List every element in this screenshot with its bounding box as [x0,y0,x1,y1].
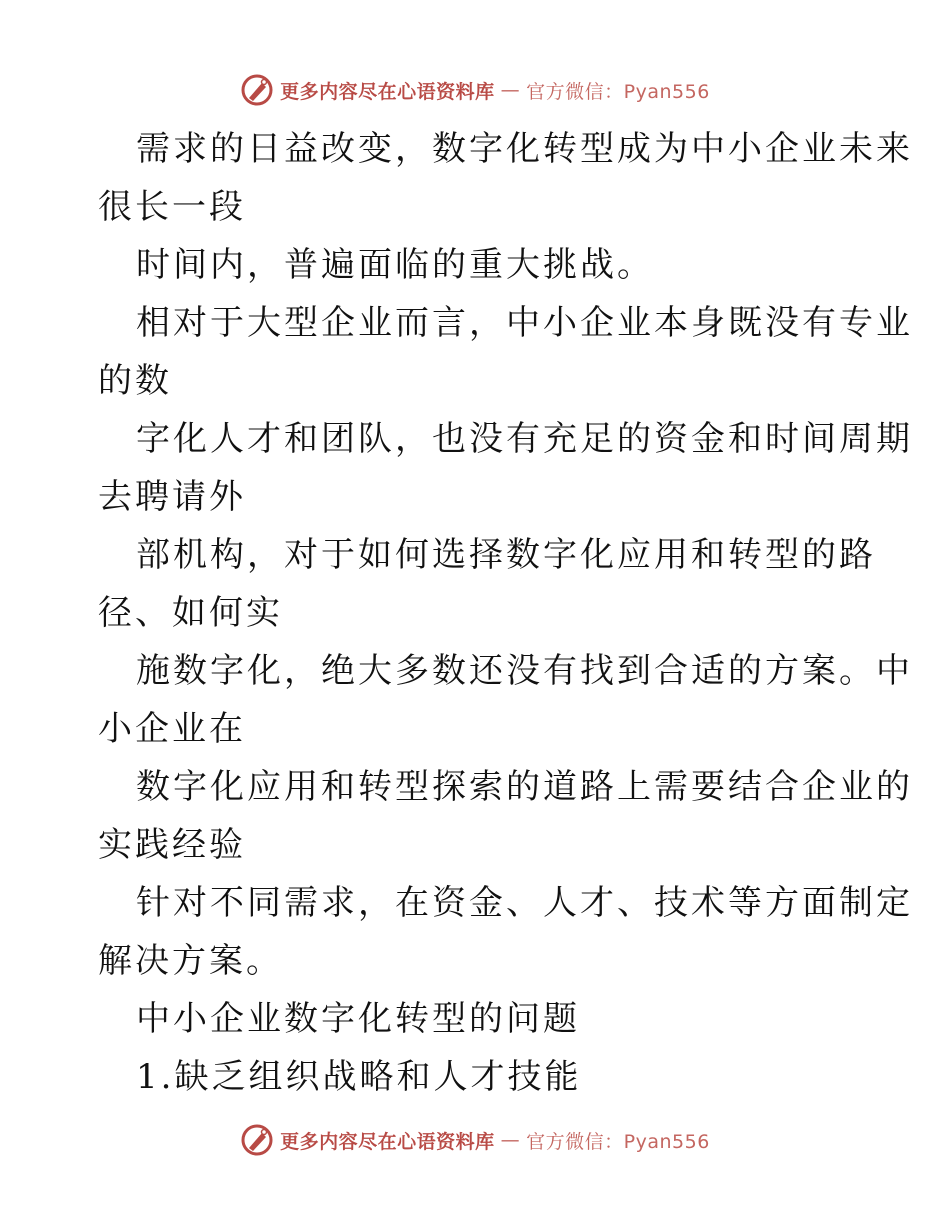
text-line: 的数 [98,361,172,401]
watermark-title: 更多内容尽在心语资料库 [280,1130,495,1153]
text-line: 小企业在 [98,709,246,749]
watermark-wechat: 官方微信：Pyan556 [526,80,710,103]
list-item: 1.缺乏组织战略和人才技能 [136,1057,582,1097]
text-line: 需求的日益改变，数字化转型成为中小企业未来 [136,129,913,169]
text-line: 很长一段 [98,187,246,227]
text-line: 解决方案。 [98,941,283,981]
text-line: 部机构，对于如何选择数字化应用和转型的路 [136,535,876,575]
body-text [98,120,913,1106]
pen-logo-icon [240,1123,274,1157]
header-watermark [0,70,950,110]
text-line: 去聘请外 [98,477,246,517]
section-heading: 中小企业数字化转型的问题 [136,999,580,1039]
text-line: 数字化应用和转型探索的道路上需要结合企业的 [136,767,913,807]
pen-logo-icon [240,73,274,107]
text-line: 施数字化，绝大多数还没有找到合适的方案。中 [136,651,913,691]
text-line: 字化人才和团队，也没有充足的资金和时间周期 [136,419,913,459]
text-line: 径、如何实 [98,593,283,633]
document-body [98,120,913,1106]
footer-watermark [0,1120,950,1160]
text-line: 时间内，普遍面临的重大挑战。 [136,245,654,285]
watermark-title: 更多内容尽在心语资料库 [280,80,495,103]
watermark-dash: — [500,1129,521,1151]
text-line: 相对于大型企业而言，中小企业本身既没有专业 [136,303,913,343]
text-line: 实践经验 [98,825,246,865]
watermark-dash: — [500,79,521,101]
text-line: 针对不同需求，在资金、人才、技术等方面制定 [136,883,913,923]
watermark-wechat: 官方微信：Pyan556 [526,1130,710,1153]
